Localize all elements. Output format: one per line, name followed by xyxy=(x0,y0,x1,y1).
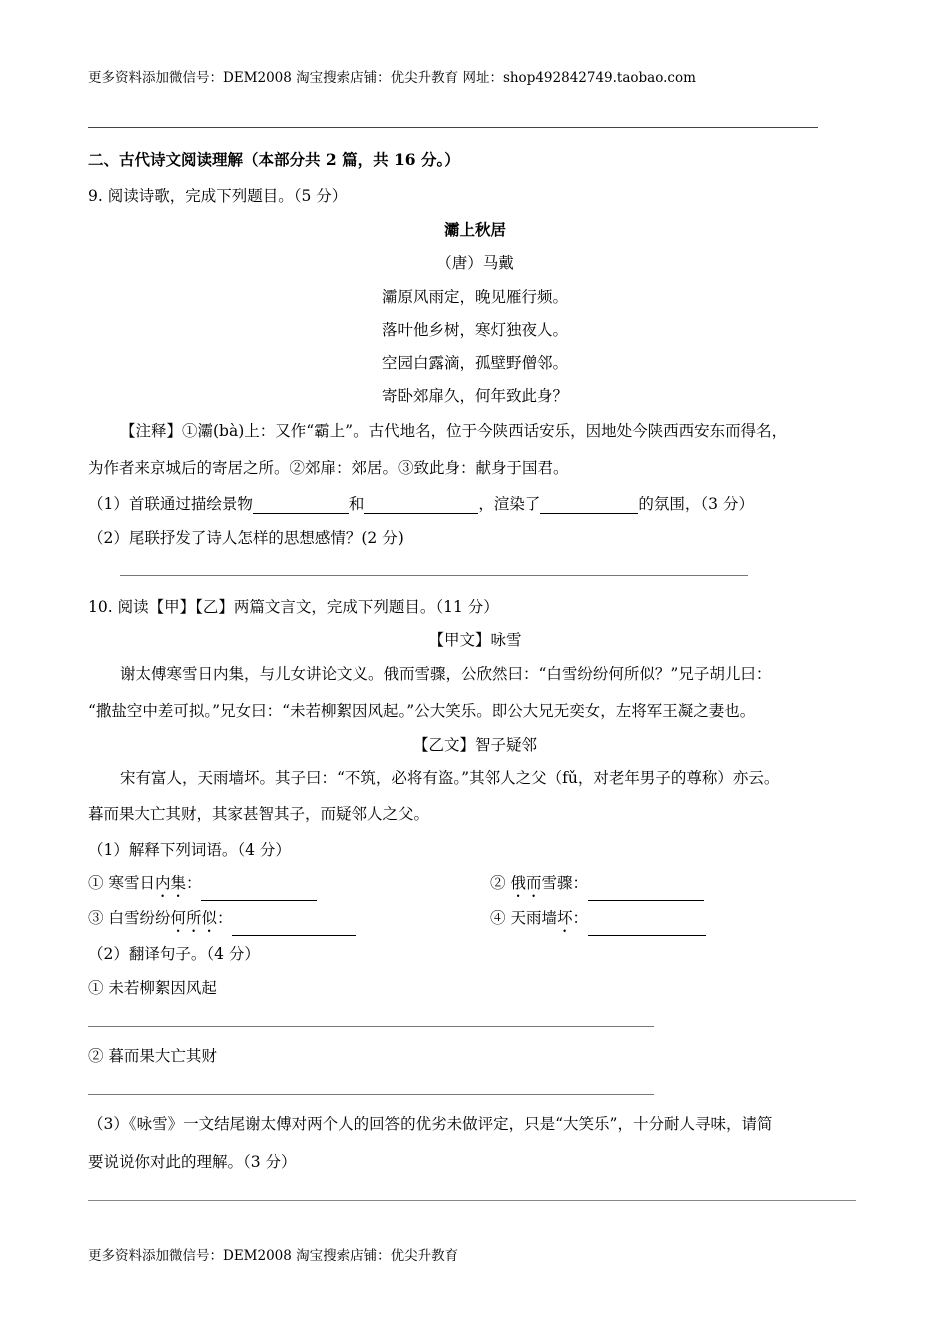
answer-blank[interactable] xyxy=(588,921,706,936)
poem-note-cont: 为作者来京城后的寄居之所。②郊扉：郊居。③致此身：献身于国君。 xyxy=(88,459,569,477)
q9-sub1-text-a: （1）首联通过描绘景物 xyxy=(88,495,253,513)
word-text: ： xyxy=(185,874,202,892)
answer-blank[interactable] xyxy=(253,497,349,514)
q10-sub3: （3）《咏雪》一文结尾谢太傅对两个人的回答的优劣未做评定，只是“大笑乐”，十分耐人寻味，请简 xyxy=(88,1115,773,1133)
poem-line: 寄卧郊扉久，何年致此身？ xyxy=(381,387,568,405)
word-item xyxy=(88,873,317,901)
q10-sub2: （2）翻译句子。（4 分） xyxy=(88,945,260,963)
q9-sub1 xyxy=(88,494,754,514)
item-number: ① xyxy=(88,874,104,892)
yi-text: 宋有富人，天雨墙坏。其子曰：“不筑，必将有盗。”其邻人之父（fǔ，对老年男子的尊称）亦云。 xyxy=(120,769,780,787)
q10-sub1: （1）解释下列词语。（4 分） xyxy=(88,841,291,859)
word-text: 寒雪日 xyxy=(103,874,155,892)
answer-blank[interactable] xyxy=(588,886,704,901)
page-header: 更多资料添加微信号：DEM2008 淘宝搜索店铺：优尖升教育 网址：shop492842749.taobao.com xyxy=(88,70,696,86)
page-footer: 更多资料添加微信号：DEM2008 淘宝搜索店铺：优尖升教育 xyxy=(88,1248,459,1264)
q10-sub3-cont: 要说说你对此的理解。（3 分） xyxy=(88,1153,297,1171)
answer-blank[interactable] xyxy=(364,497,478,514)
section-title: 二、古代诗文阅读理解（本部分共 2 篇，共 16 分。） xyxy=(88,150,460,169)
q10-prompt: 10. 阅读【甲】【乙】两篇文言文，完成下列题目。（11 分） xyxy=(88,598,499,616)
jia-title: 【甲文】咏雪 xyxy=(428,631,522,649)
poem-note: 【注释】①灞(bà)上：又作“霸上”。古代地名，位于今陕西话安乐，因地处今陕西西安东而得名， xyxy=(120,422,788,440)
item-number: ④ xyxy=(490,909,506,927)
jia-text-cont: “撒盐空中差可拟。”兄女曰：“未若柳絮因风起。”公大笑乐。即公大兄无奕女，左将军王凝之妻也。 xyxy=(88,702,756,720)
poem-line: 空园白露滴，孤壁野僧邻。 xyxy=(381,354,568,372)
answer-line[interactable] xyxy=(120,575,748,576)
q9-sub2: （2）尾联抒发了诗人怎样的思想感情？(2 分) xyxy=(88,529,404,547)
yi-title: 【乙文】智子疑邻 xyxy=(412,736,537,754)
translate-item: ② 暮而果大亡其财 xyxy=(88,1047,217,1065)
poem-title: 灞上秋居 xyxy=(443,220,506,239)
poem-line: 落叶他乡树，寒灯独夜人。 xyxy=(381,321,568,339)
item-number: ③ xyxy=(88,909,104,927)
header-divider xyxy=(88,127,818,128)
answer-blank[interactable] xyxy=(232,921,356,936)
jia-text: 谢太傅寒雪日内集，与儿女讲论文义。俄而雪骤，公欣然曰：“白雪纷纷何所似？”兄子胡儿曰： xyxy=(120,665,772,683)
word-text: 白雪纷纷 xyxy=(103,909,171,927)
q9-sub1-text-b: 和 xyxy=(348,495,365,513)
word-text: 雪骤： xyxy=(541,874,588,892)
answer-line[interactable] xyxy=(88,1026,654,1027)
poem-author: （唐）马戴 xyxy=(436,254,514,272)
word-item xyxy=(88,908,356,936)
q9-sub1-text-d: 的氛围，（3 分） xyxy=(638,495,754,513)
emphasized-word: 内集 xyxy=(154,874,186,892)
answer-blank[interactable] xyxy=(201,886,317,901)
poem-line: 灞原风雨定，晚见雁行频。 xyxy=(381,288,568,306)
item-number: ② xyxy=(490,874,506,892)
word-item xyxy=(490,908,706,936)
translate-item: ① 未若柳絮因风起 xyxy=(88,979,217,997)
word-text: ： xyxy=(216,909,233,927)
emphasized-word: 何所似 xyxy=(170,909,217,927)
q9-sub1-text-c: ，渲染了 xyxy=(478,495,541,513)
q9-prompt: 9. 阅读诗歌，完成下列题目。（5 分） xyxy=(88,187,348,205)
answer-blank[interactable] xyxy=(540,497,638,514)
word-text: 天雨墙 xyxy=(505,909,557,927)
emphasized-word: 俄而 xyxy=(510,874,542,892)
answer-line[interactable] xyxy=(88,1094,654,1095)
word-text: ： xyxy=(572,909,588,927)
emphasized-word: 坏 xyxy=(556,909,573,927)
yi-text-cont: 暮而果大亡其财，其家甚智其子，而疑邻人之父。 xyxy=(88,805,430,823)
answer-line[interactable] xyxy=(88,1200,856,1201)
word-item xyxy=(490,873,704,901)
